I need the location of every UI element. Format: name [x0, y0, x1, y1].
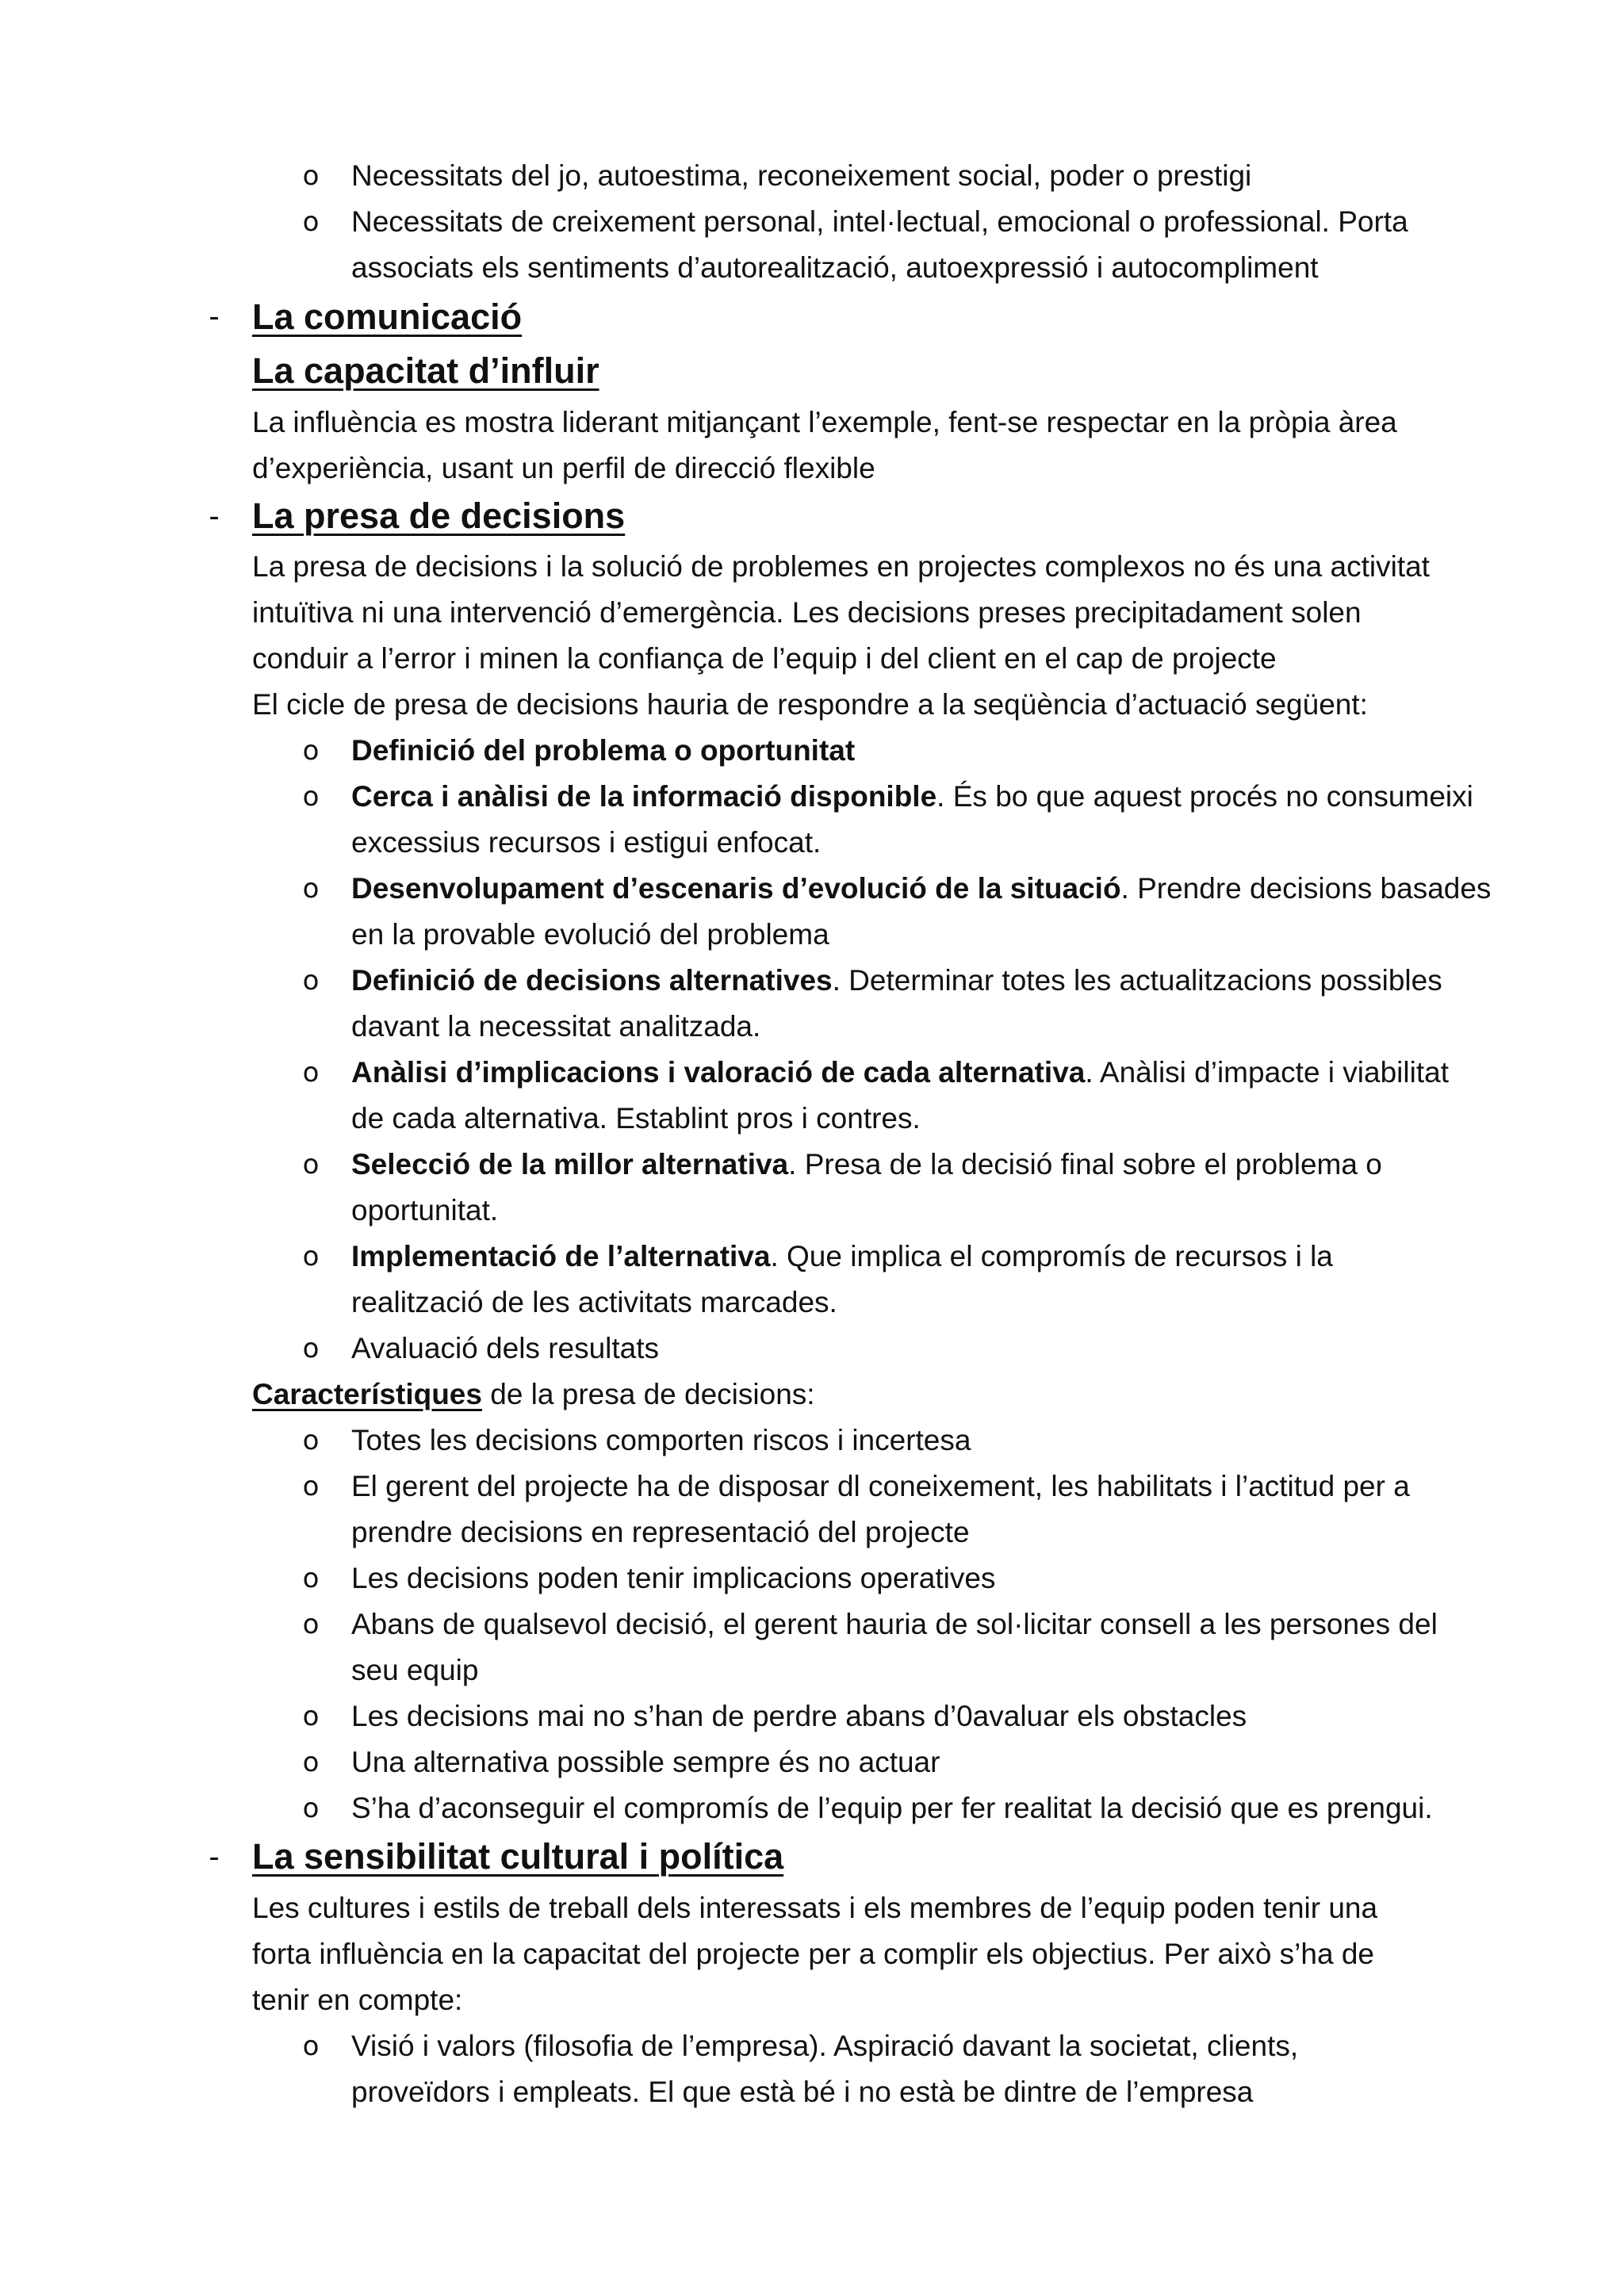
- bullet-marker: o: [302, 873, 320, 905]
- features-intro: Característiques de la presa de decisions:: [252, 1378, 815, 1410]
- list-item-continuation: davant la necessitat analitzada.: [351, 1010, 761, 1043]
- list-item-continuation: realització de les activitats marcades.: [351, 1286, 837, 1318]
- list-item: Les decisions poden tenir implicacions operatives: [351, 1562, 996, 1594]
- bullet-marker: o: [302, 1333, 320, 1364]
- bullet-marker: o: [302, 2030, 320, 2062]
- list-item-continuation: prendre decisions en representació del projecte: [351, 1516, 970, 1548]
- section-heading: La presa de decisions: [252, 496, 626, 536]
- bullet-marker: o: [302, 160, 320, 192]
- list-item: S’ha d’aconseguir el compromís de l’equip per fer realitat la decisió que es prengui.: [351, 1792, 1433, 1824]
- dash-marker: -: [209, 499, 220, 534]
- list-item: Desenvolupament d’escenaris d’evolució de la situació. Prendre decisions basades: [351, 872, 1492, 905]
- list-item: El gerent del projecte ha de disposar dl coneixement, les habilitats i l’actitud per a: [351, 1470, 1410, 1502]
- paragraph-line: tenir en compte:: [252, 1984, 463, 2016]
- list-item: Cerca i anàlisi de la informació disponible. És bo que aquest procés no consumeixi: [351, 780, 1473, 813]
- bullet-marker: o: [302, 206, 320, 238]
- list-item-continuation: associats els sentiments d’autorealització, autoexpressió i autocompliment: [351, 251, 1319, 284]
- bullet-marker: o: [302, 1241, 320, 1272]
- list-item: Necessitats de creixement personal, intel·lectual, emocional o professional. Porta: [351, 205, 1408, 238]
- list-item: Anàlisi d’implicacions i valoració de cada alternativa. Anàlisi d’impacte i viabilitat: [351, 1056, 1449, 1089]
- list-item-continuation: excessius recursos i estigui enfocat.: [351, 826, 822, 859]
- list-item: Les decisions mai no s’han de perdre abans d’0avaluar els obstacles: [351, 1700, 1247, 1732]
- list-item: Definició de decisions alternatives. Determinar totes les actualitzacions possibles: [351, 964, 1442, 997]
- dash-marker: -: [209, 1839, 220, 1874]
- list-item: Avaluació dels resultats: [351, 1332, 660, 1364]
- list-item: Visió i valors (filosofia de l’empresa). Aspiració davant la societat, clients,: [351, 2030, 1299, 2062]
- bullet-marker: o: [302, 1701, 320, 1732]
- bullet-marker: o: [302, 1149, 320, 1181]
- list-item-continuation: en la provable evolució del problema: [351, 918, 829, 951]
- dash-marker: -: [209, 299, 220, 334]
- section-heading: La comunicació: [252, 297, 523, 337]
- paragraph-line: La influència es mostra liderant mitjançant l’exemple, fent-se respectar en la pròpia àrea: [252, 406, 1397, 438]
- bullet-marker: o: [302, 1609, 320, 1640]
- bullet-marker: o: [302, 965, 320, 997]
- bullet-marker: o: [302, 781, 320, 813]
- section-heading: La sensibilitat cultural i política: [252, 1836, 784, 1877]
- paragraph-line: d’experiència, usant un perfil de direcció flexible: [252, 452, 875, 484]
- section-subheading: La capacitat d’influir: [252, 350, 599, 391]
- bullet-marker: o: [302, 1793, 320, 1824]
- list-item: Necessitats del jo, autoestima, reconeixement social, poder o prestigi: [351, 159, 1252, 192]
- list-item: Definició del problema o oportunitat: [351, 734, 856, 767]
- paragraph-line: Les cultures i estils de treball dels interessats i els membres de l’equip poden tenir una: [252, 1892, 1378, 1924]
- bullet-marker: o: [302, 1425, 320, 1456]
- paragraph-line: El cicle de presa de decisions hauria de respondre a la seqüència d’actuació següent:: [252, 688, 1368, 721]
- list-item: Totes les decisions comporten riscos i incertesa: [351, 1424, 971, 1456]
- paragraph-line: intuïtiva ni una intervenció d’emergència. Les decisions preses precipitadament solen: [252, 596, 1362, 629]
- list-item-continuation: seu equip: [351, 1654, 479, 1686]
- bullet-marker: o: [302, 1057, 320, 1089]
- paragraph-line: conduir a l’error i minen la confiança de l’equip i del client en el cap de projecte: [252, 642, 1277, 675]
- list-item: Selecció de la millor alternativa. Presa de la decisió final sobre el problema o: [351, 1148, 1382, 1181]
- list-item: Abans de qualsevol decisió, el gerent hauria de sol·licitar consell a les persones del: [351, 1608, 1438, 1640]
- list-item: Implementació de l’alternativa. Que implica el compromís de recursos i la: [351, 1240, 1333, 1272]
- bullet-marker: o: [302, 1471, 320, 1502]
- list-item-continuation: oportunitat.: [351, 1194, 499, 1226]
- bullet-marker: o: [302, 735, 320, 767]
- paragraph-line: La presa de decisions i la solució de problemes en projectes complexos no és una activitat: [252, 550, 1430, 583]
- bullet-marker: o: [302, 1563, 320, 1594]
- list-item: Una alternativa possible sempre és no actuar: [351, 1746, 940, 1778]
- bullet-marker: o: [302, 1747, 320, 1778]
- list-item-continuation: de cada alternativa. Establint pros i contres.: [351, 1102, 921, 1135]
- list-item-continuation: proveïdors i empleats. El que està bé i no està be dintre de l’empresa: [351, 2076, 1254, 2108]
- paragraph-line: forta influència en la capacitat del projecte per a complir els objectius. Per això s’ha de: [252, 1938, 1374, 1970]
